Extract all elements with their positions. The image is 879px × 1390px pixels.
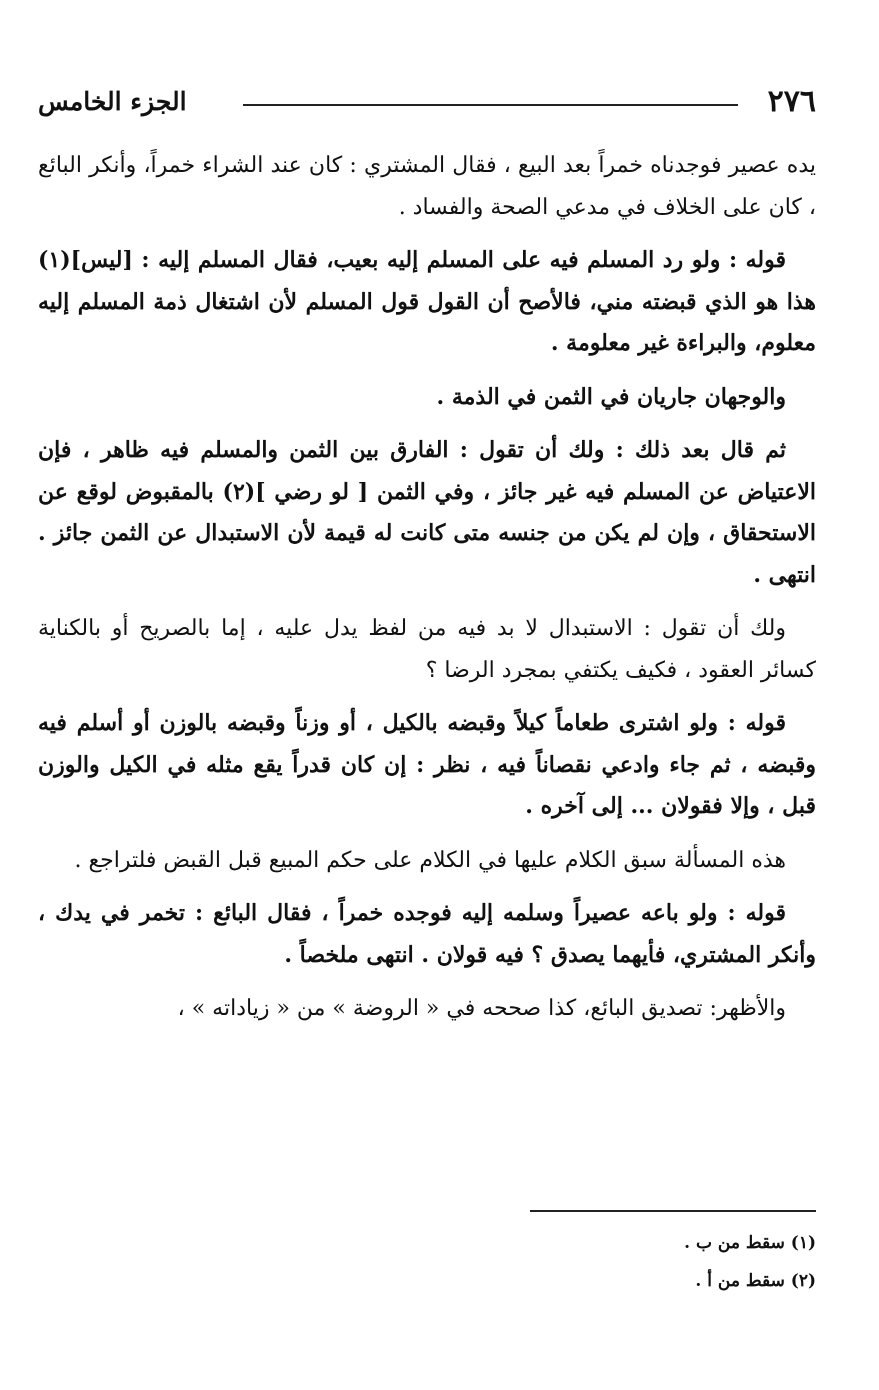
footnote-rule [530,1210,816,1212]
header-rule [243,104,738,106]
paragraph: قوله : ولو باعه عصيراً وسلمه إليه فوجده خمراً ، فقال البائع : تخمر في يدك ، وأنكر المشتري، فأيهما يصدق ؟ فيه قولان . انتهى ملخصاً . [38,900,816,968]
running-title: الجزء الخامس [38,87,187,116]
paragraph: قوله : ولو اشترى طعاماً كيلاً وقبضه بالكيل ، أو وزناً وقبضه بالوزن أو أسلم فيه وقبضه ، ثم جاء وادعي نقصاناً فيه ، نظر : إن كان قدراً يقع مثله في الكيل والوزن قبل ، وإلا فقولان ... إلى آخره . [38,710,816,819]
footnotes [38,1224,816,1300]
footnote: (١) سقط من ب . [684,1233,816,1253]
paragraph: يده عصير فوجدناه خمراً بعد البيع ، فقال المشتري : كان عند الشراء خمراً، وأنكر البائع ، كان على الخلاف في مدعي الصحة والفساد . [38,153,816,220]
page-header [38,82,816,122]
paragraph: والأظهر: تصديق البائع، كذا صححه في « الروضة » من « زياداته » ، [177,996,786,1021]
paragraph: ثم قال بعد ذلك : ولك أن تقول : الفارق بين الثمن والمسلم فيه ظاهر ، فإن الاعتياض عن المسلم فيه غير جائز ، وفي الثمن [ لو رضي ](٢) بالمقبوض لوقع عن الاستحقاق ، وإن لم يكن من جنسه متى كانت له قيمة لأن الاستبدال عن الثمن جائز . انتهى . [38,437,816,588]
paragraph: ولك أن تقول : الاستبدال لا بد فيه من لفظ يدل عليه ، إما بالصريح أو بالكناية كسائر العقود ، فكيف يكتفي بمجرد الرضا ؟ [38,616,816,683]
footnote: (٢) سقط من أ . [695,1271,816,1291]
paragraph: قوله : ولو رد المسلم فيه على المسلم إليه بعيب، فقال المسلم إليه : [ليس](١) هذا هو الذي قبضته مني، فالأصح أن القول قول المسلم لأن اشتغال ذمة المسلم إليه معلوم، والبراءة غير معلومة . [38,247,816,356]
page-number: ٢٧٦ [767,84,816,119]
paragraph: هذه المسألة سبق الكلام عليها في الكلام على حكم المبيع قبل القبض فلتراجع . [74,847,786,873]
body-text [38,145,816,1042]
paragraph: والوجهان جاريان في الثمن في الذمة . [436,383,786,410]
